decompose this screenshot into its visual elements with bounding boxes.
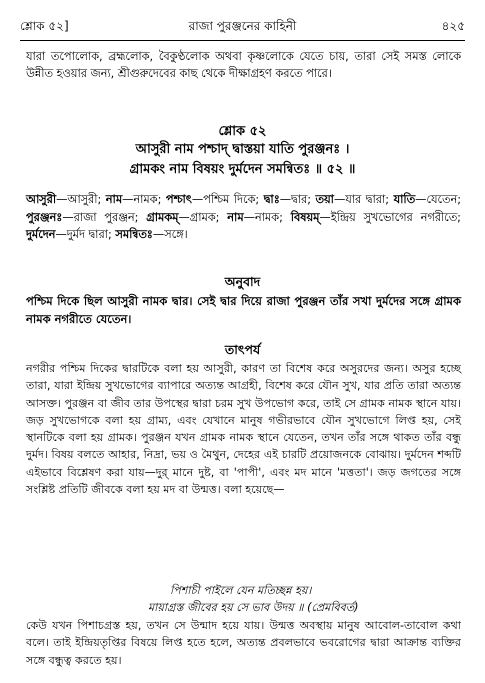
header-chapter-title: রাজা পুরঞ্জনের কাহিনী [188, 19, 297, 33]
synonym-meaning: রাজা পুরঞ্জন; [73, 210, 147, 224]
synonym-meaning: যেতেন; [426, 193, 462, 206]
word-meanings: আসুরী—আসুরী; নাম—নামক; পশ্চাৎ—পশ্চিম দিকে; দ্বাঃ—দ্বার; তয়া—যার দ্বারা; যাতি—যেতেন; পুরঞ্জনঃ—রাজা পুরঞ্জন; গ্রামকম্—গ্রামক; নাম—নামক; বিষয়ম্—ইন্দ্রিয় সুখভোগের নগরীতে; দুর্মদেন—দুর্মদ দ্বারা; সমন্বিতঃ—সঙ্গে। [26, 193, 462, 241]
purport-heading: তাৎপর্য [224, 342, 261, 357]
synonym-term: গ্রামকম্ [146, 210, 179, 224]
synonym-meaning: নামক; [254, 210, 291, 224]
quote-line-1: পিশাচী পাইলে যেন মতিচ্ছন্ন হয়। [170, 584, 312, 597]
purport-conclusion: কেউ যখন পিশাচগ্রস্ত হয়, তখন সে উন্মাদ হয়ে যায়। উন্মত্ত অবস্থায় মানুষ আবোল-তাবোল কথা বলে। তাই ইন্দ্রিয়তৃপ্তির বিষয়ে লিপ্ত হতে হলে, অত্যন্ত প্রবলভাবে ভবরোগের দ্বারা আক্রান্ত ব্যক্তির সঙ্গে বন্ধুত্ব করতে হয়। [26, 619, 461, 667]
synonym-term: পশ্চাৎ [165, 193, 192, 206]
header-verse-ref: শ্লোক ৫২] [20, 19, 69, 33]
synonym-term: নাম [105, 193, 123, 206]
synonym-meaning: নামক; [133, 193, 166, 206]
synonym-meaning: আসুরী; [67, 193, 106, 206]
synonym-term: দুর্মদেন [26, 228, 56, 241]
synonym-meaning: পশ্চিম দিকে; [203, 193, 264, 206]
synonym-meaning: সঙ্গে। [164, 228, 188, 241]
verse-line-1: আসুরী নাম পশ্চাদ্ দ্বাস্তয়া যাতি পুরঞ্জনঃ । [135, 142, 350, 157]
translation-text: পশ্চিম দিকে ছিল আসুরী নামক দ্বার। সেই দ্বার দিয়ে রাজা পুরঞ্জন তাঁর সখা দুর্মদের সঙ্গে গ্রামক নামক নগরীতে যেতেন। [26, 294, 461, 326]
synonym-term: দ্বাঃ [263, 193, 280, 206]
synonym-term: বিষয়ম্ [290, 210, 320, 224]
page-number: ৪২৫ [441, 19, 465, 33]
synonym-meaning: ইন্দ্রিয় সুখভোগের নগরীতে; [330, 210, 461, 224]
synonym-meaning: গ্রামক; [189, 210, 228, 224]
purport-text: নগরীর পশ্চিম দিকের দ্বারটিকে বলা হয় আসুরী, কারণ তা বিশেষ করে অসুরদের জন্য। অসুর হচ্ছে তারা, যারা ইন্দ্রিয় সুখভোগের ব্যাপারে অত্যন্ত আগ্রহী, বিশেষ করে যৌন সুখ, যার প্রতি তারা অত্যন্ত আসক্ত। পুরঞ্জন বা জীব তার উপস্থের দ্বারা চরম সুখ উপভোগ করে, তাই সে গ্রামক নামক স্থানে যায়। জড় সুখভোগকে বলা হয় গ্রাম্য, এবং যেখানে মানুষ গভীরভাবে যৌন সুখভোগে লিপ্ত হয়, সেই স্থানটিকে বলা হয় গ্রামক। পুরঞ্জন যখন গ্রামক নামক স্থানে যেতেন, তখন তাঁর সঙ্গে থাকত তাঁর বন্ধু দুর্মদ। বিষয় বলতে আহার, নিদ্রা, ভয় ও মৈথুন, দেহের এই চারটি প্রয়োজনকে বোঝায়। দুর্মদেন শব্দটি এইভাবে বিশ্লেষণ করা যায়—দুর্ মানে দুষ্ট, বা 'পাপী', এবং মদ মানে 'মত্ততা'। জড় জগতের সঙ্গে সংশ্লিষ্ট প্রতিটি জীবকে বলা হয় মদ বা উন্মত্ত। বলা হয়েছে— [26, 362, 461, 497]
synonym-meaning: দুর্মদ দ্বারা; [66, 228, 116, 241]
synonym-term: নাম [227, 210, 244, 224]
running-header [20, 18, 465, 38]
quote-line-2: মায়াগ্রস্ত জীবের হয় সে ভাব উদয় ॥ (প্রেমবিবর্ত) [148, 601, 359, 615]
synonym-term: যাতি [393, 193, 416, 206]
synonym-term: পুরঞ্জনঃ [26, 210, 63, 224]
intro-paragraph: যারা তপোলোক, ব্রহ্মলোক, বৈকুণ্ঠলোক অথবা কৃষ্ণলোকে যেতে চায়, তারা সেই সমস্ত লোকে উন্নীত হওয়ার জন্য, শ্রীগুরুদেবের কাছ থেকে দীক্ষাগ্রহণ করতে পারে। [26, 50, 461, 80]
synonym-term: সমন্বিতঃ [115, 228, 153, 241]
header-rule [20, 40, 465, 41]
sloka-verse [0, 140, 485, 180]
quoted-verse [0, 582, 485, 617]
synonym-meaning: যার দ্বারা; [345, 193, 394, 206]
synonym-term: তয়া [315, 193, 334, 206]
sloka-title: শ্লোক ৫২ [218, 124, 267, 139]
synonym-term: আসুরী [26, 193, 57, 206]
verse-line-2: গ্রামকং নাম বিষয়ং দুর্মদেন সমন্বিতঃ ॥ ৫২ ॥ [129, 162, 356, 177]
synonym-meaning: দ্বার; [291, 193, 316, 206]
translation-heading: অনুবাদ [224, 274, 261, 289]
